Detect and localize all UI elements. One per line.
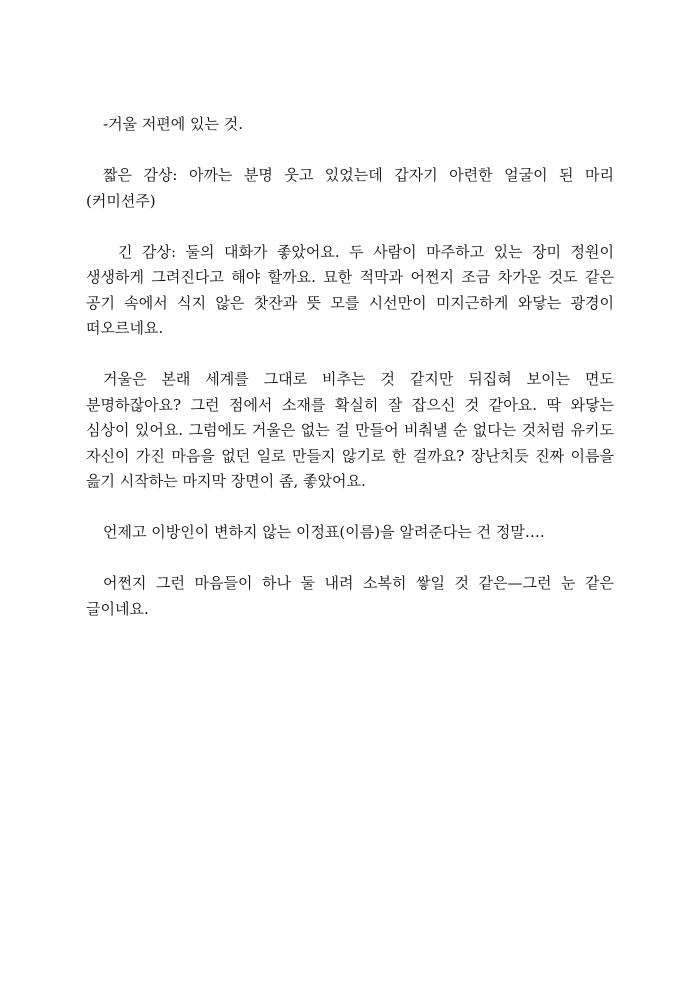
paragraph-closing: 어쩐지 그런 마음들이 하나 둘 내려 소복히 쌓일 것 같은—그런 눈 같은 글이네요. xyxy=(86,574,614,618)
paragraph-long-review: 긴 감상: 둘의 대화가 좋았어요. 두 사람이 마주하고 있는 장미 정원이 생생하게 그려진다고 해야 할까요. 묘한 적막과 어쩐지 조금 차가운 것도 같은 공기 속에서 식지 않은 찻잔과 뜻 모를 시선만이 미지근하게 와닿는 광경이 떠오르네요. xyxy=(86,242,614,337)
document-body xyxy=(86,112,614,648)
paragraph-mirror: 거울은 본래 세계를 그대로 비추는 것 같지만 뒤집혀 보이는 면도 분명하잖아요? 그런 점에서 소재를 확실히 잘 잡으신 것 같아요. 딱 와닿는 심상이 있어요. 그럼에도 거울은 없는 걸 만들어 비춰낼 순 없다는 것처럼 유키도 자신이 가진 마음을 없던 일로 만들지 않기로 한 걸까요? 장난치듯 진짜 이름을 읊기 시작하는 마지막 장면이 좀, 좋았어요. xyxy=(86,370,614,490)
paragraph-title: -거울 저편에 있는 것. xyxy=(103,115,244,133)
paragraph-short-review: 짧은 감상: 아까는 분명 웃고 있었는데 갑자기 아련한 얼굴이 된 마리(커미션주) xyxy=(86,166,614,210)
paragraph-milestone: 언제고 이방인이 변하지 않는 이정표(이름)을 알려준다는 건 정말…. xyxy=(103,523,545,541)
